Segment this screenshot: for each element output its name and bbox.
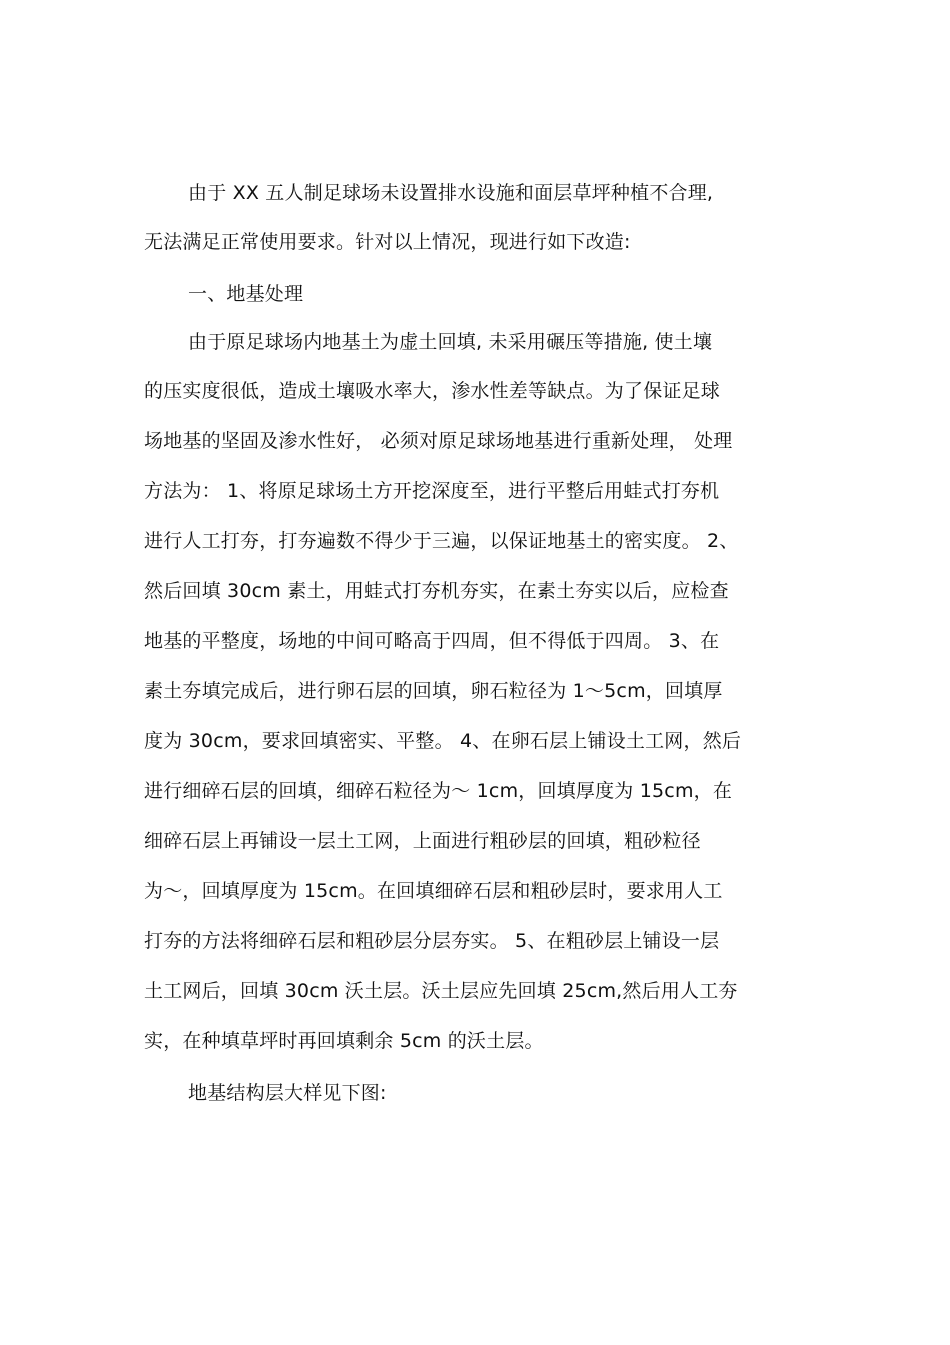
paragraph-body-line-1: 由于原足球场内地基土为虚土回填, 未采用碾压等措施, 使土壤 <box>188 331 713 353</box>
section-heading: 一、地基处理 <box>188 283 304 305</box>
figure-reference-line: 地基结构层大样见下图: <box>188 1082 387 1104</box>
paragraph-body-line-15: 实，在种填草坪时再回填剩余 5cm 的沃土层。 <box>144 1030 544 1052</box>
paragraph-body-line-3: 场地基的坚固及渗水性好， 必须对原足球场地基进行重新处理， 处理 <box>144 430 733 452</box>
paragraph-body-line-13: 打夯的方法将细碎石层和粗砂层分层夯实。 5、在粗砂层上铺设一层 <box>144 930 720 952</box>
paragraph-body-line-6: 然后回填 30cm 素土，用蛙式打夯机夯实，在素土夯实以后，应检查 <box>144 580 729 602</box>
paragraph-body-line-8: 素土夯填完成后，进行卵石层的回填，卵石粒径为 1～5cm，回填厚 <box>144 680 723 702</box>
paragraph-body-line-2: 的压实度很低，造成土壤吸水率大，渗水性差等缺点。为了保证足球 <box>144 380 721 402</box>
paragraph-intro-line-2: 无法满足正常使用要求。针对以上情况，现进行如下改造: <box>144 231 631 253</box>
paragraph-body-line-11: 细碎石层上再铺设一层土工网，上面进行粗砂层的回填，粗砂粒径 <box>144 830 701 852</box>
paragraph-intro-line-1: 由于 XX 五人制足球场未设置排水设施和面层草坪种植不合理, <box>188 182 714 204</box>
paragraph-body-line-10: 进行细碎石层的回填，细碎石粒径为～ 1cm，回填厚度为 15cm，在 <box>144 780 733 802</box>
paragraph-body-line-9: 度为 30cm，要求回填密实、平整。 4、在卵石层上铺设土工网，然后 <box>144 730 742 752</box>
paragraph-body-line-5: 进行人工打夯，打夯遍数不得少于三遍，以保证地基土的密实度。 2、 <box>144 530 739 552</box>
paragraph-body-line-12: 为～，回填厚度为 15cm。在回填细碎石层和粗砂层时，要求用人工 <box>144 880 723 902</box>
paragraph-body-line-4: 方法为： 1、将原足球场土方开挖深度至，进行平整后用蛙式打夯机 <box>144 480 720 502</box>
paragraph-body-line-7: 地基的平整度，场地的中间可略高于四周，但不得低于四周。 3、在 <box>144 630 720 652</box>
paragraph-body-line-14: 土工网后，回填 30cm 沃土层。沃土层应先回填 25cm,然后用人工夯 <box>144 980 738 1002</box>
